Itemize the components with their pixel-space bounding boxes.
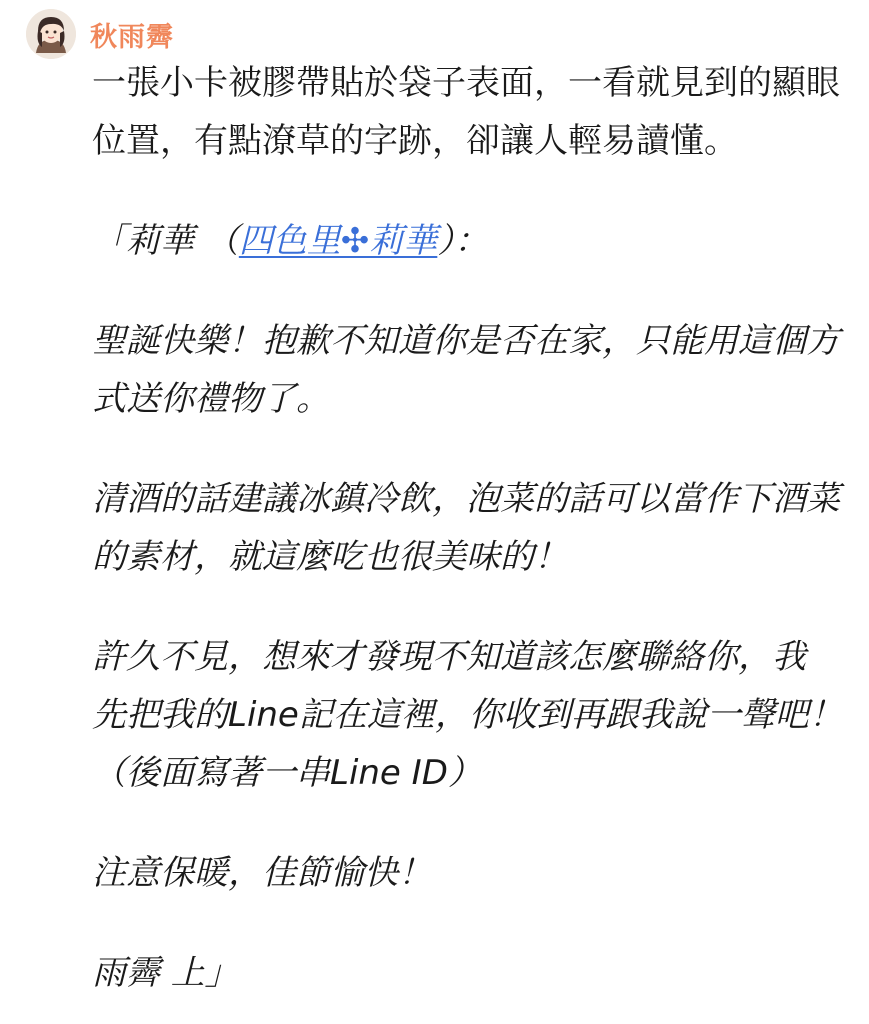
paragraph-line: （後面寫著一串Line ID）	[92, 753, 482, 793]
salutation-suffix: ）：	[437, 221, 489, 261]
paragraph-line: 式送你禮物了。	[92, 379, 330, 419]
mention-link[interactable]: 四色里✣莉華	[238, 221, 438, 261]
girl-avatar-icon	[26, 9, 76, 59]
paragraph-line: 清酒的話建議冰鎮冷飲，泡菜的話可以當作下酒菜	[92, 479, 840, 519]
paragraph-line: 一張小卡被膠帶貼於袋子表面，一看就見到的顯眼	[92, 63, 840, 103]
post-body	[92, 54, 843, 1002]
paragraph-line: 許久不見，想來才發現不知道該怎麼聯絡你，我	[92, 637, 806, 677]
salutation-prefix: 「莉華 （	[92, 221, 239, 261]
paragraph-line: 位置，有點潦草的字跡，卻讓人輕易讀懂。	[92, 121, 738, 161]
author-name[interactable]: 秋雨霽	[90, 21, 174, 53]
author-avatar[interactable]	[26, 9, 76, 59]
salutation-line	[92, 212, 832, 270]
paragraph-line: 的素材，就這麼吃也很美味的！	[92, 537, 568, 577]
paragraph-line: 先把我的Line記在這裡，你收到再跟我說一聲吧！	[92, 695, 843, 735]
signature-line: 雨霽 上」	[92, 953, 239, 993]
paragraph-line: 聖誕快樂！抱歉不知道你是否在家，只能用這個方	[92, 321, 840, 361]
post-header	[26, 8, 174, 60]
paragraph-line: 注意保暖，佳節愉快！	[92, 853, 432, 893]
